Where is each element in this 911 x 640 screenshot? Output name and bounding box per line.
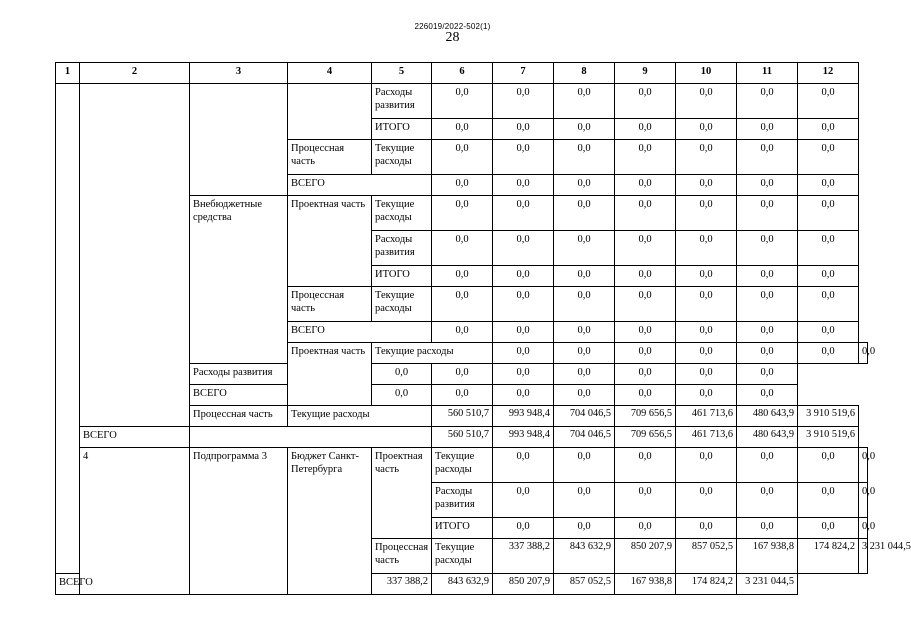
budget-table (55, 62, 911, 595)
value-cell: 0,0 (432, 140, 493, 175)
value-cell: 0,0 (554, 119, 615, 140)
value-cell: 0,0 (737, 287, 798, 322)
value-cell: 0,0 (432, 175, 493, 196)
value-cell: 0,0 (493, 231, 554, 266)
value-cell: 0,0 (676, 140, 737, 175)
value-cell: 0,0 (372, 364, 432, 385)
column-header: 8 (554, 63, 615, 84)
value-cell: 0,0 (798, 518, 859, 539)
value-cell: 0,0 (676, 322, 737, 343)
part-cell: Проектная часть (372, 448, 432, 539)
source-cell: Внебюджетные средства (190, 196, 288, 364)
value-cell: 857 052,5 (676, 539, 737, 574)
part-cell: Процессная часть (288, 140, 372, 175)
expense-type-cell: Текущие расходы (372, 343, 493, 364)
value-cell: 0,0 (676, 196, 737, 231)
subprogram-cell: Подпрограмма 3 (190, 448, 288, 595)
part-cell: Проектная часть (288, 196, 372, 287)
value-cell: 704 046,5 (554, 427, 615, 448)
value-cell: 0,0 (676, 175, 737, 196)
value-cell: 0,0 (676, 385, 737, 406)
value-cell: 0,0 (554, 322, 615, 343)
value-cell: 0,0 (798, 322, 859, 343)
value-cell: 0,0 (615, 364, 676, 385)
value-cell: 0,0 (615, 483, 676, 518)
value-cell: 0,0 (432, 322, 493, 343)
value-cell: 0,0 (493, 287, 554, 322)
cell-col3 (190, 84, 288, 196)
value-cell: 0,0 (554, 175, 615, 196)
value-cell: 0,0 (493, 266, 554, 287)
value-cell: 0,0 (615, 287, 676, 322)
total-label-cell: ВСЕГО (190, 385, 372, 406)
value-cell: 993 948,4 (493, 427, 554, 448)
value-cell: 174 824,2 (798, 539, 859, 574)
source-cell: Проектная часть (288, 343, 372, 406)
value-cell: 0,0 (493, 322, 554, 343)
value-cell: 3 231 044,5 (737, 574, 798, 595)
expense-type-cell: Текущие расходы (432, 448, 493, 483)
value-cell: 0,0 (737, 119, 798, 140)
column-header: 7 (493, 63, 554, 84)
value-cell: 0,0 (493, 483, 554, 518)
value-cell: 704 046,5 (554, 406, 615, 427)
cell-col4 (288, 84, 372, 140)
value-cell: 0,0 (615, 175, 676, 196)
value-cell: 0,0 (859, 483, 868, 518)
value-cell: 0,0 (432, 119, 493, 140)
value-cell: 0,0 (798, 483, 859, 518)
column-header: 2 (80, 63, 190, 84)
value-cell: 0,0 (432, 364, 493, 385)
value-cell: 0,0 (737, 266, 798, 287)
value-cell: 857 052,5 (554, 574, 615, 595)
value-cell: 0,0 (615, 385, 676, 406)
value-cell: 0,0 (737, 343, 798, 364)
value-cell: 0,0 (554, 448, 615, 483)
column-header: 11 (737, 63, 798, 84)
page-number: 28 (445, 30, 460, 45)
value-cell: 843 632,9 (554, 539, 615, 574)
value-cell: 709 656,5 (615, 406, 676, 427)
column-header: 4 (288, 63, 372, 84)
value-cell: 0,0 (615, 140, 676, 175)
value-cell: 480 643,9 (737, 406, 798, 427)
value-cell: 0,0 (737, 385, 798, 406)
value-cell: 0,0 (615, 196, 676, 231)
part-cell: Процессная часть (372, 539, 432, 574)
column-header: 12 (798, 63, 859, 84)
total-label-cell: ВСЕГО (288, 322, 432, 343)
value-cell: 709 656,5 (615, 427, 676, 448)
column-header: 5 (372, 63, 432, 84)
value-cell: 0,0 (676, 364, 737, 385)
value-cell: 0,0 (493, 343, 554, 364)
value-cell: 0,0 (615, 119, 676, 140)
source-cell: Бюджет Санкт-Петербурга (288, 448, 372, 595)
table-row (56, 448, 868, 483)
column-number-row (56, 63, 868, 84)
value-cell: 0,0 (615, 343, 676, 364)
value-cell: 0,0 (859, 518, 868, 539)
value-cell: 0,0 (798, 175, 859, 196)
expense-type-cell: Расходы развития (190, 364, 372, 385)
value-cell: 0,0 (737, 448, 798, 483)
value-cell: 0,0 (554, 231, 615, 266)
value-cell: 167 938,8 (615, 574, 676, 595)
value-cell: 3 910 519,6 (798, 427, 859, 448)
value-cell: 0,0 (554, 518, 615, 539)
cell-col1 (56, 84, 80, 574)
value-cell: 0,0 (493, 84, 554, 119)
value-cell: 0,0 (737, 196, 798, 231)
value-cell: 0,0 (493, 119, 554, 140)
value-cell: 0,0 (737, 175, 798, 196)
value-cell: 3 910 519,6 (798, 406, 859, 427)
value-cell: 0,0 (493, 448, 554, 483)
value-cell: 0,0 (676, 231, 737, 266)
value-cell: 0,0 (676, 119, 737, 140)
value-cell: 0,0 (859, 448, 868, 483)
expense-type-cell: ИТОГО (372, 119, 432, 140)
value-cell: 0,0 (676, 84, 737, 119)
value-cell: 0,0 (493, 364, 554, 385)
value-cell: 0,0 (554, 266, 615, 287)
value-cell: 0,0 (737, 140, 798, 175)
expense-type-cell: Текущие расходы (432, 539, 493, 574)
value-cell: 0,0 (798, 196, 859, 231)
expense-type-cell: Расходы развития (432, 483, 493, 518)
expense-type-cell: Текущие расходы (372, 287, 432, 322)
value-cell: 0,0 (372, 385, 432, 406)
column-header: 10 (676, 63, 737, 84)
value-cell: 0,0 (798, 140, 859, 175)
value-cell: 0,0 (676, 343, 737, 364)
value-cell: 0,0 (737, 322, 798, 343)
value-cell: 0,0 (798, 448, 859, 483)
value-cell: 0,0 (798, 343, 859, 364)
value-cell: 0,0 (798, 119, 859, 140)
value-cell: 0,0 (554, 343, 615, 364)
total-label-cell: ВСЕГО (288, 175, 432, 196)
value-cell: 0,0 (493, 385, 554, 406)
value-cell: 0,0 (554, 140, 615, 175)
value-cell: 0,0 (554, 287, 615, 322)
value-cell: 461 713,6 (676, 427, 737, 448)
source-cell: Процессная часть (190, 406, 288, 427)
value-cell: 0,0 (432, 287, 493, 322)
value-cell: 0,0 (798, 84, 859, 119)
value-cell: 0,0 (737, 231, 798, 266)
expense-type-cell: Расходы развития (372, 84, 432, 119)
value-cell: 461 713,6 (676, 406, 737, 427)
expense-type-cell: Расходы развития (372, 231, 432, 266)
value-cell: 0,0 (737, 518, 798, 539)
value-cell: 174 824,2 (676, 574, 737, 595)
value-cell: 993 948,4 (493, 406, 554, 427)
value-cell: 843 632,9 (432, 574, 493, 595)
value-cell: 560 510,7 (432, 406, 493, 427)
value-cell: 0,0 (432, 266, 493, 287)
value-cell: 0,0 (615, 231, 676, 266)
value-cell: 167 938,8 (737, 539, 798, 574)
value-cell: 0,0 (432, 84, 493, 119)
value-cell: 0,0 (554, 196, 615, 231)
value-cell: 337 388,2 (493, 539, 554, 574)
value-cell: 0,0 (493, 140, 554, 175)
value-cell: 0,0 (859, 343, 868, 364)
value-cell: 0,0 (676, 483, 737, 518)
value-cell: 560 510,7 (432, 427, 493, 448)
value-cell: 480 643,9 (737, 427, 798, 448)
value-cell: 0,0 (432, 231, 493, 266)
column-header: 3 (190, 63, 288, 84)
value-cell: 0,0 (798, 266, 859, 287)
value-cell: 0,0 (615, 266, 676, 287)
value-cell: 0,0 (676, 287, 737, 322)
table-row (56, 427, 868, 448)
value-cell: 850 207,9 (615, 539, 676, 574)
value-cell: 0,0 (676, 518, 737, 539)
value-cell: 0,0 (432, 385, 493, 406)
value-cell: 0,0 (676, 448, 737, 483)
expense-type-cell: Текущие расходы (288, 406, 432, 427)
value-cell: 0,0 (737, 483, 798, 518)
value-cell: 0,0 (493, 196, 554, 231)
value-cell: 0,0 (615, 518, 676, 539)
part-cell: Процессная часть (288, 287, 372, 322)
expense-type-cell: Текущие расходы (372, 140, 432, 175)
value-cell: 0,0 (615, 322, 676, 343)
column-header: 9 (615, 63, 676, 84)
value-cell: 0,0 (798, 231, 859, 266)
value-cell: 0,0 (554, 483, 615, 518)
value-cell: 0,0 (554, 84, 615, 119)
value-cell: 0,0 (798, 287, 859, 322)
expense-type-cell: Текущие расходы (372, 196, 432, 231)
value-cell: 0,0 (737, 84, 798, 119)
expense-type-cell: ИТОГО (372, 266, 432, 287)
total-label-cell: ВСЕГО (56, 574, 190, 595)
table-row (56, 574, 868, 595)
value-cell: 0,0 (615, 84, 676, 119)
cell-col2 (80, 84, 190, 427)
source-cell: ВСЕГО (80, 427, 190, 448)
value-cell: 0,0 (615, 448, 676, 483)
document-id: 226019/2022-502(1) (414, 22, 491, 31)
value-cell: 0,0 (432, 196, 493, 231)
value-cell: 0,0 (554, 364, 615, 385)
value-cell: 0,0 (493, 518, 554, 539)
value-cell: 0,0 (493, 175, 554, 196)
value-cell: 3 231 044,5 (859, 539, 868, 574)
value-cell: 850 207,9 (493, 574, 554, 595)
expense-type-cell: ИТОГО (432, 518, 493, 539)
value-cell: 0,0 (737, 364, 798, 385)
row-number-cell: 4 (80, 448, 190, 595)
column-header: 1 (56, 63, 80, 84)
value-cell: 337 388,2 (372, 574, 432, 595)
value-cell: 0,0 (676, 266, 737, 287)
value-cell: 0,0 (554, 385, 615, 406)
table-row (56, 84, 868, 119)
column-header: 6 (432, 63, 493, 84)
empty-cell (190, 427, 432, 448)
